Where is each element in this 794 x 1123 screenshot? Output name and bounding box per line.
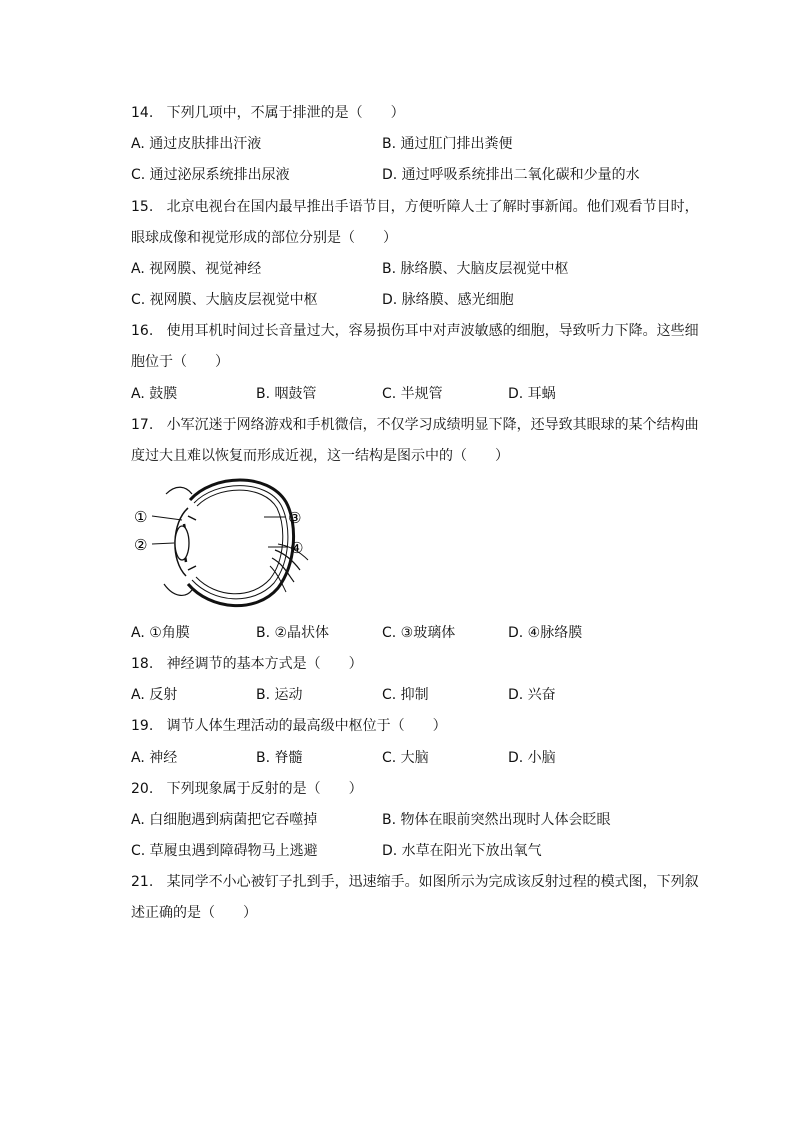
question-15-option-b[interactable]: B. 脉络膜、大脑皮层视觉中枢 <box>382 261 569 277</box>
question-16-option-c[interactable]: C. 半规管 <box>382 386 443 402</box>
question-15-option-d[interactable]: D. 脉络膜、感光细胞 <box>382 292 514 308</box>
question-14-option-d[interactable]: D. 通过呼吸系统排出二氧化碳和少量的水 <box>382 167 640 183</box>
question-15-stem <box>131 197 699 217</box>
question-number: 17. <box>131 417 154 433</box>
question-19-option-a[interactable]: A. 神经 <box>131 750 178 766</box>
figure-label-2: ② <box>134 536 148 554</box>
question-number: 15. <box>131 199 154 215</box>
question-number: 21. <box>131 874 154 890</box>
question-17-stem <box>131 415 699 435</box>
question-18-option-a[interactable]: A. 反射 <box>131 687 178 703</box>
question-text: 使用耳机时间过长音量过大，容易损伤耳中对声波敏感的细胞，导致听力下降。这些细 <box>166 323 699 339</box>
question-number: 14. <box>131 105 154 121</box>
question-16-stem-continued: 胞位于（ ） <box>131 354 229 370</box>
question-number: 20. <box>131 781 154 797</box>
question-17-option-d[interactable]: D. ④脉络膜 <box>508 625 583 641</box>
question-16-option-d[interactable]: D. 耳蜗 <box>508 386 556 402</box>
question-15-option-a[interactable]: A. 视网膜、视觉神经 <box>131 261 262 277</box>
figure-label-4: ④ <box>290 539 304 557</box>
question-text: 调节人体生理活动的最高级中枢位于（ ） <box>166 718 447 734</box>
question-14-option-c[interactable]: C. 通过泌尿系统排出尿液 <box>131 167 290 183</box>
question-16-option-b[interactable]: B. 咽鼓管 <box>256 386 317 402</box>
question-20-option-a[interactable]: A. 白细胞遇到病菌把它吞噬掉 <box>131 812 318 828</box>
question-14-stem <box>131 103 405 123</box>
figure-label-3: ③ <box>288 509 302 527</box>
question-number: 16. <box>131 323 154 339</box>
question-17-option-b[interactable]: B. ②晶状体 <box>256 625 330 641</box>
question-number: 19. <box>131 718 154 734</box>
question-17-stem-continued: 度过大且难以恢复而形成近视，这一结构是图示中的（ ） <box>131 448 509 464</box>
question-14-option-a[interactable]: A. 通过皮肤排出汗液 <box>131 136 262 152</box>
question-21-stem-continued: 述正确的是（ ） <box>131 905 257 921</box>
figure-label-1: ① <box>134 508 148 526</box>
question-20-option-b[interactable]: B. 物体在眼前突然出现时人体会眨眼 <box>382 812 611 828</box>
question-text: 小军沉迷于网络游戏和手机微信，不仅学习成绩明显下降，还导致其眼球的某个结构曲 <box>166 417 699 433</box>
question-18-option-c[interactable]: C. 抑制 <box>382 687 429 703</box>
question-18-stem <box>131 654 363 674</box>
question-20-option-c[interactable]: C. 草履虫遇到障碍物马上逃避 <box>131 843 318 859</box>
question-18-option-b[interactable]: B. 运动 <box>256 687 303 703</box>
question-15-stem-continued: 眼球成像和视觉形成的部位分别是（ ） <box>131 230 397 246</box>
question-17-option-a[interactable]: A. ①角膜 <box>131 625 190 641</box>
question-20-option-d[interactable]: D. 水草在阳光下放出氧气 <box>382 843 542 859</box>
question-text: 北京电视台在国内最早推出手语节目，方便听障人士了解时事新闻。他们观看节目时， <box>166 199 699 215</box>
eye-structure-diagram <box>128 472 313 610</box>
question-19-stem <box>131 716 447 736</box>
question-19-option-b[interactable]: B. 脊髓 <box>256 750 303 766</box>
question-text: 神经调节的基本方式是（ ） <box>166 656 363 672</box>
question-21-stem <box>131 872 699 892</box>
question-17-option-c[interactable]: C. ③玻璃体 <box>382 625 456 641</box>
question-19-option-c[interactable]: C. 大脑 <box>382 750 429 766</box>
question-text: 下列现象属于反射的是（ ） <box>166 781 363 797</box>
question-14-option-b[interactable]: B. 通过肛门排出粪便 <box>382 136 513 152</box>
question-text: 某同学不小心被钉子扎到手，迅速缩手。如图所示为完成该反射过程的模式图，下列叙 <box>166 874 699 890</box>
question-19-option-d[interactable]: D. 小脑 <box>508 750 556 766</box>
question-20-stem <box>131 779 363 799</box>
question-18-option-d[interactable]: D. 兴奋 <box>508 687 556 703</box>
question-16-stem <box>131 321 699 341</box>
question-15-option-c[interactable]: C. 视网膜、大脑皮层视觉中枢 <box>131 292 318 308</box>
question-16-option-a[interactable]: A. 鼓膜 <box>131 386 178 402</box>
question-text: 下列几项中，不属于排泄的是（ ） <box>166 105 405 121</box>
question-number: 18. <box>131 656 154 672</box>
